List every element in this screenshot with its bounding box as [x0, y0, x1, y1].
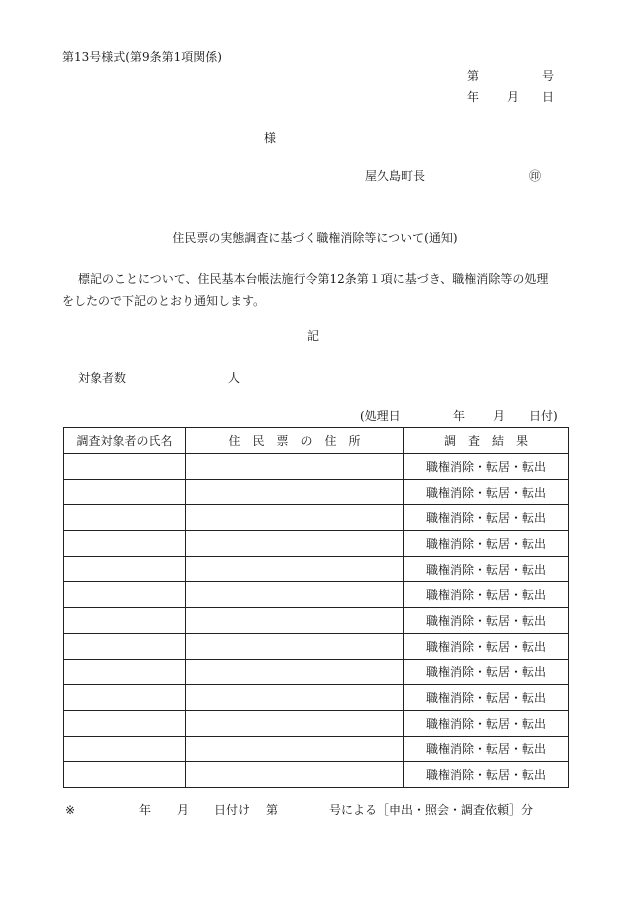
resident-address-cell [186, 608, 404, 634]
table-row [64, 531, 569, 557]
table-row [64, 762, 569, 788]
table-row [64, 736, 569, 762]
survey-result-cell: 職権消除・転居・転出 [404, 736, 569, 762]
processing-date-open: (処理日 [360, 409, 401, 423]
survey-result-cell: 職権消除・転居・転出 [404, 685, 569, 711]
resident-address-cell [186, 582, 404, 608]
subject-name-cell [64, 659, 186, 685]
survey-result-cell: 職権消除・転居・転出 [404, 582, 569, 608]
survey-result-cell: 職権消除・転居・転出 [404, 531, 569, 557]
processing-date-day: 日付) [529, 409, 558, 423]
resident-address-cell [186, 710, 404, 736]
table-row [64, 659, 569, 685]
table-row [64, 710, 569, 736]
issue-date-day: 日 [542, 90, 555, 104]
resident-address-cell [186, 736, 404, 762]
subject-name-cell [64, 582, 186, 608]
issue-date-month: 月 [507, 90, 520, 104]
subject-name-cell [64, 454, 186, 480]
body-line-1: 標記のことについて、住民基本台帳法施行令第12条第１項に基づき、職権消除等の処理 [78, 272, 549, 286]
subject-name-cell [64, 608, 186, 634]
resident-address-cell [186, 762, 404, 788]
subject-name-cell [64, 633, 186, 659]
subject-name-cell [64, 556, 186, 582]
subject-name-cell [64, 505, 186, 531]
subject-name-cell [64, 710, 186, 736]
subject-name-cell [64, 479, 186, 505]
footer-number-suffix: 号による［申出・照会・調査依頼］分 [329, 803, 534, 817]
survey-result-cell: 職権消除・転居・転出 [404, 633, 569, 659]
resident-address-cell [186, 659, 404, 685]
footer-year: 年 [139, 803, 152, 817]
subject-name-cell [64, 531, 186, 557]
subject-name-cell [64, 762, 186, 788]
processing-date-year: 年 [453, 409, 466, 423]
survey-result-cell: 職権消除・転居・転出 [404, 505, 569, 531]
survey-result-cell: 職権消除・転居・転出 [404, 479, 569, 505]
footer-number-prefix: 第 [266, 803, 279, 817]
survey-result-cell: 職権消除・転居・転出 [404, 659, 569, 685]
body-paragraph [62, 268, 572, 312]
document-title: 住民票の実態調査に基づく職権消除等について(通知) [172, 231, 458, 245]
survey-result-cell: 職権消除・転居・転出 [404, 608, 569, 634]
addressee-suffix: 様 [264, 131, 277, 145]
footer-mark: ※ [65, 803, 76, 817]
survey-table-body [64, 454, 569, 788]
subject-name-cell [64, 736, 186, 762]
survey-table [63, 427, 569, 788]
resident-address-cell [186, 531, 404, 557]
survey-result-cell: 職権消除・転居・転出 [404, 710, 569, 736]
resident-address-cell [186, 505, 404, 531]
issue-date-year: 年 [467, 90, 480, 104]
resident-address-cell [186, 479, 404, 505]
ki-heading: 記 [307, 329, 320, 343]
table-row [64, 479, 569, 505]
footer-day: 日付け [214, 803, 251, 817]
subject-name-cell [64, 685, 186, 711]
survey-result-cell: 職権消除・転居・転出 [404, 556, 569, 582]
table-row [64, 556, 569, 582]
table-row [64, 582, 569, 608]
resident-address-cell [186, 556, 404, 582]
processing-date-month: 月 [493, 409, 506, 423]
form-number: 第13号様式(第9条第1項関係) [62, 50, 222, 64]
body-line-2: をしたので下記のとおり通知します。 [62, 294, 266, 308]
header-survey-result: 調 査 結 果 [404, 428, 569, 454]
resident-address-cell [186, 454, 404, 480]
doc-number-suffix: 号 [542, 69, 555, 83]
table-row [64, 685, 569, 711]
table-row [64, 454, 569, 480]
footer-month: 月 [177, 803, 190, 817]
subject-count-label: 対象者数 [78, 371, 127, 385]
survey-result-cell: 職権消除・転居・転出 [404, 454, 569, 480]
header-subject-name: 調査対象者の氏名 [64, 428, 186, 454]
resident-address-cell [186, 685, 404, 711]
resident-address-cell [186, 633, 404, 659]
doc-number-prefix: 第 [467, 69, 480, 83]
sender-title: 屋久島町長 [365, 169, 426, 183]
seal-mark: ㊞ [529, 169, 542, 183]
table-row [64, 505, 569, 531]
table-header-row [64, 428, 569, 454]
table-row [64, 608, 569, 634]
survey-result-cell: 職権消除・転居・転出 [404, 762, 569, 788]
header-resident-address: 住 民 票 の 住 所 [186, 428, 404, 454]
subject-count-unit: 人 [228, 371, 241, 385]
table-row [64, 633, 569, 659]
